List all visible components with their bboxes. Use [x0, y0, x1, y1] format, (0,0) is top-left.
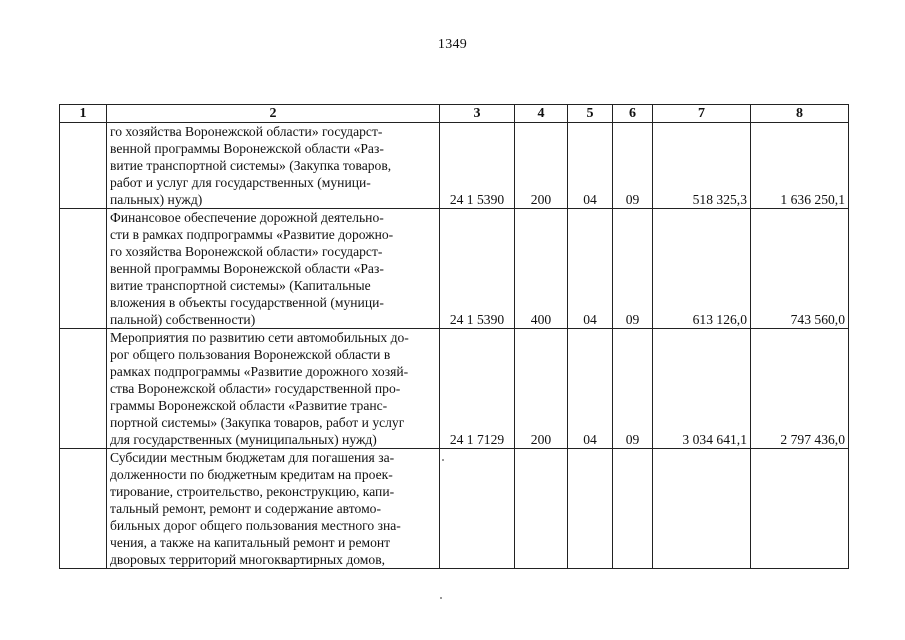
description-line: граммы Воронежской области «Развитие транс-	[110, 398, 388, 413]
header-cell-8: 8	[751, 105, 849, 123]
target-code-cell: 24 1 7129	[440, 329, 515, 449]
amount-cell-col7: 3 034 641,1	[653, 329, 751, 449]
description-line: тирование, строительство, реконструкцию, капи-	[110, 484, 395, 499]
header-cell-3: 3	[440, 105, 515, 123]
description-line: тальный ремонт, ремонт и содержание автомо-	[110, 501, 381, 516]
header-cell-2: 2	[107, 105, 440, 123]
table-row	[60, 449, 849, 569]
amount-cell-col7	[653, 449, 751, 569]
amount-cell-col7: 518 325,3	[653, 123, 751, 209]
header-cell-1: 1	[60, 105, 107, 123]
table-row	[60, 329, 849, 449]
budget-table	[59, 104, 849, 569]
subsection-cell	[613, 449, 653, 569]
description-line: для государственных (муниципальных) нужд)	[110, 432, 377, 447]
description-line: Финансовое обеспечение дорожной деятельно-	[110, 210, 384, 225]
description-line: дворовых территорий многоквартирных домов,	[110, 552, 386, 567]
row-number-cell	[60, 123, 107, 209]
scan-speck	[442, 459, 444, 461]
expense-type-cell: 200	[515, 329, 568, 449]
target-code-cell: 24 1 5390	[440, 209, 515, 329]
section-cell: 04	[568, 329, 613, 449]
header-cell-5: 5	[568, 105, 613, 123]
description-line: рог общего пользования Воронежской области в	[110, 347, 391, 362]
table-row	[60, 209, 849, 329]
header-cell-7: 7	[653, 105, 751, 123]
description-line: бильных дорог общего пользования местного зна-	[110, 518, 401, 533]
description-line: витие транспортной системы» (Капитальные	[110, 278, 371, 293]
description-cell	[107, 209, 440, 329]
target-code-cell	[440, 449, 515, 569]
amount-cell-col7: 613 126,0	[653, 209, 751, 329]
expense-type-cell: 200	[515, 123, 568, 209]
row-number-cell	[60, 329, 107, 449]
description-line: Субсидии местным бюджетам для погашения за-	[110, 450, 395, 465]
description-line: пальной) собственности)	[110, 312, 256, 327]
description-line: Мероприятия по развитию сети автомобильных до-	[110, 330, 409, 345]
header-row	[60, 105, 849, 123]
description-line: чения, а также на капитальный ремонт и ремонт	[110, 535, 391, 550]
target-code-cell: 24 1 5390	[440, 123, 515, 209]
scan-speck	[440, 597, 442, 599]
subsection-cell: 09	[613, 209, 653, 329]
amount-cell-col8: 743 560,0	[751, 209, 849, 329]
description-line: долженности по бюджетным кредитам на проек-	[110, 467, 393, 482]
description-line: венной программы Воронежской области «Раз-	[110, 141, 384, 156]
header-cell-6: 6	[613, 105, 653, 123]
description-line: ства Воронежской области» государственной про-	[110, 381, 401, 396]
section-cell: 04	[568, 209, 613, 329]
description-line: пальных) нужд)	[110, 192, 203, 207]
amount-cell-col8	[751, 449, 849, 569]
row-number-cell	[60, 209, 107, 329]
row-number-cell	[60, 449, 107, 569]
description-line: портной системы» (Закупка товаров, работ и услуг	[110, 415, 405, 430]
table-row	[60, 123, 849, 209]
description-line: рамках подпрограммы «Развитие дорожного хозяй-	[110, 364, 409, 379]
amount-cell-col8: 1 636 250,1	[751, 123, 849, 209]
description-line: го хозяйства Воронежской области» государст-	[110, 124, 383, 139]
amount-cell-col8: 2 797 436,0	[751, 329, 849, 449]
subsection-cell: 09	[613, 123, 653, 209]
description-cell	[107, 123, 440, 209]
description-line: сти в рамках подпрограммы «Развитие дорожно-	[110, 227, 394, 242]
subsection-cell: 09	[613, 329, 653, 449]
header-cell-4: 4	[515, 105, 568, 123]
description-line: го хозяйства Воронежской области» государст-	[110, 244, 383, 259]
section-cell	[568, 449, 613, 569]
expense-type-cell: 400	[515, 209, 568, 329]
description-cell	[107, 329, 440, 449]
description-cell	[107, 449, 440, 569]
description-line: вложения в объекты государственной (муници-	[110, 295, 384, 310]
section-cell: 04	[568, 123, 613, 209]
description-line: работ и услуг для государственных (муници-	[110, 175, 371, 190]
expense-type-cell	[515, 449, 568, 569]
page-number: 1349	[437, 37, 468, 52]
description-line: венной программы Воронежской области «Раз-	[110, 261, 384, 276]
description-line: витие транспортной системы» (Закупка товаров,	[110, 158, 392, 173]
